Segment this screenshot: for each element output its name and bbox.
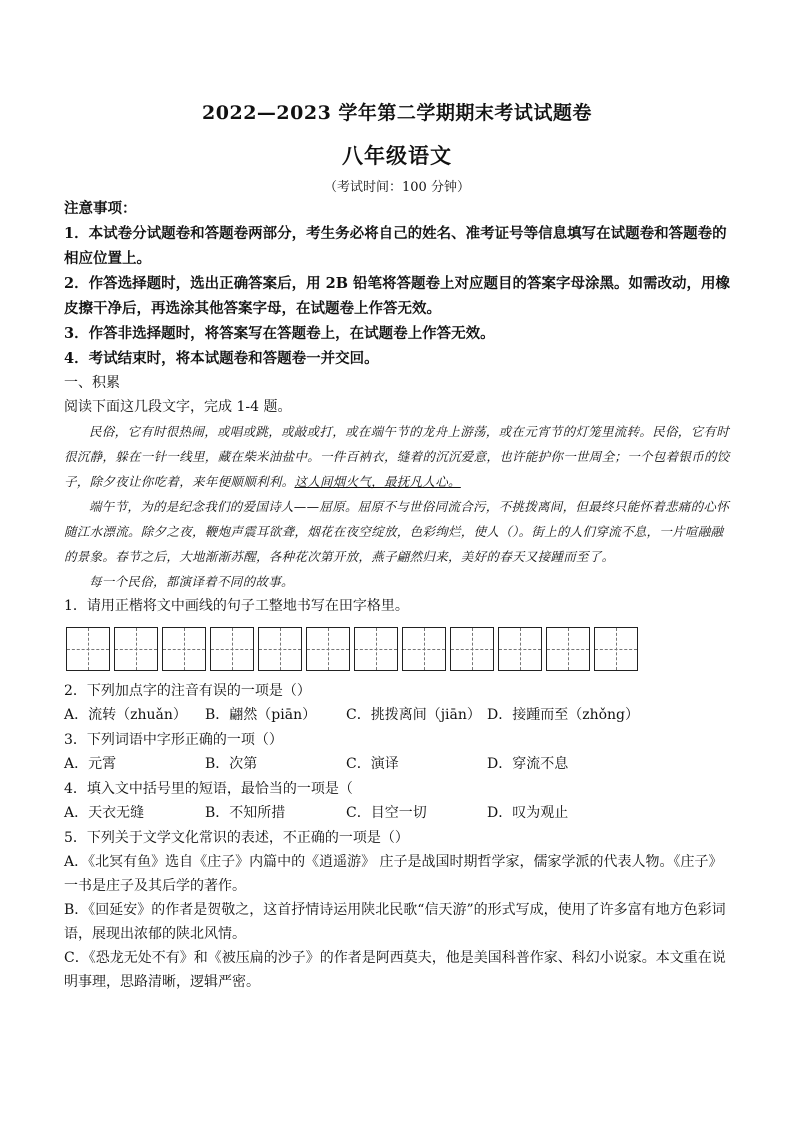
exam-body — [64, 196, 732, 994]
option-d: D．叹为观止 — [487, 805, 569, 821]
grid-cell[interactable] — [114, 627, 158, 671]
exam-time: （考试时间：100 分钟） — [324, 180, 470, 195]
option-c: C．挑拨离间（jiān） — [346, 707, 481, 723]
notice-item: 1．本试卷分试题卷和答题卷两部分，考生务必将自己的姓名、准考证号等信息填写在试题卷和答题卷的相应位置上。 — [64, 225, 727, 267]
notice-item: 2．作答选择题时，选出正确答案后，用 2B 铅笔将答题卷上对应题目的答案字母涂黑。如需改动，用橡皮擦干净后，再选涂其他答案字母，在试题卷上作答无效。 — [64, 275, 731, 317]
q3-options — [64, 752, 732, 777]
option-b: B．不知所措 — [205, 805, 286, 821]
option-c: C．演译 — [346, 756, 399, 772]
section-heading: 一、积累 — [64, 375, 120, 391]
underlined-sentence: 这人间烟火气，最抚凡人心。 — [294, 474, 461, 489]
option-d: D．接踵而至（zhǒng） — [487, 707, 640, 723]
question-1: 1．请用正楷将文中画线的句子工整地书写在田字格里。 — [64, 598, 409, 614]
grid-cell[interactable] — [354, 627, 398, 671]
question-3: 3．下列词语中字形正确的一项（） — [64, 732, 283, 748]
option-c: C．《恐龙无处不有》和《被压扁的沙子》的作者是阿西莫夫，他是美国科普作家、科幻小说家。本文重在说明事理，思路清晰，逻辑严密。 — [64, 950, 726, 990]
passage-paragraph-3: 每一个民俗，都演译着不同的故事。 — [89, 574, 294, 589]
grid-cell[interactable] — [258, 627, 302, 671]
notice-item: 3．作答非选择题时，将答案写在答题卷上，在试题卷上作答无效。 — [64, 325, 495, 342]
question-2: 2．下列加点字的注音有误的一项是（） — [64, 683, 311, 699]
option-a: A．元霄 — [64, 756, 117, 772]
option-c: C．目空一切 — [346, 805, 427, 821]
grid-cell[interactable] — [498, 627, 542, 671]
question-5: 5．下列关于文学文化常识的表述，不正确的一项是（） — [64, 830, 409, 846]
question-4: 4．填入文中括号里的短语，最恰当的一项是（ — [64, 781, 353, 797]
writing-grid — [66, 627, 732, 671]
exam-title: 2022—2023 学年第二学期期末考试试题卷 — [202, 102, 592, 124]
grid-cell[interactable] — [210, 627, 254, 671]
grid-cell[interactable] — [162, 627, 206, 671]
passage-paragraph-1 — [64, 419, 732, 494]
grid-cell[interactable] — [546, 627, 590, 671]
notice-heading: 注意事项： — [64, 200, 137, 217]
option-b: B．《回延安》的作者是贺敬之，这首抒情诗运用陕北民歌“信天游”的形式写成，使用了许多富有地方色彩词语，展现出浓郁的陕北风情。 — [64, 902, 726, 942]
section-instruction: 阅读下面这几段文字，完成 1-4 题。 — [64, 399, 292, 415]
grid-cell[interactable] — [306, 627, 350, 671]
option-b: B．次第 — [205, 756, 258, 772]
option-a: A．天衣无缝 — [64, 805, 145, 821]
grid-cell[interactable] — [66, 627, 110, 671]
q4-options — [64, 801, 732, 826]
passage-text: 民俗，它有时很热闹，或唱或跳，或敲或打，或在端午节的龙舟上游荡，或在元宵节的灯笼里流转。民俗，它有时很沉静，躲在一针一线里，藏在柴米油盐中。一件百衲衣，缝着的沉沉爱意，也许能护你一世周全；一个包着银币的饺子，除夕夜让你吃着，来年便顺顺利利。 — [64, 424, 730, 489]
grid-cell[interactable] — [594, 627, 638, 671]
option-d: D．穿流不息 — [487, 756, 569, 772]
passage-paragraph-2: 端午节，为的是纪念我们的爱国诗人——屈原。屈原不与世俗同流合污，不挑拨离间，但最终只能怀着悲痛的心怀随江水漂流。除夕之夜，鞭炮声震耳欲聋，烟花在夜空绽放，色彩绚烂，使人（）。街上的人们穿流不息，一片喧融融的景象。春节之后，大地渐渐苏醒，各种花次第开放，燕子翩然归来，美好的春天又接踵而至了。 — [64, 499, 730, 564]
option-a: A．流转（zhuǎn） — [64, 707, 187, 723]
grid-cell[interactable] — [450, 627, 494, 671]
exam-subject: 八年级语文 — [342, 143, 452, 168]
grid-cell[interactable] — [402, 627, 446, 671]
option-b: B．翩然（piān） — [205, 707, 317, 723]
option-a: A．《北冥有鱼》选自《庄子》内篇中的《逍遥游》 庄子是战国时期哲学家，儒家学派的代表人物。《庄子》一书是庄子及其后学的著作。 — [64, 854, 723, 894]
notice-item: 4．考试结束时，将本试题卷和答题卷一并交回。 — [64, 350, 379, 367]
q2-options — [64, 703, 732, 728]
